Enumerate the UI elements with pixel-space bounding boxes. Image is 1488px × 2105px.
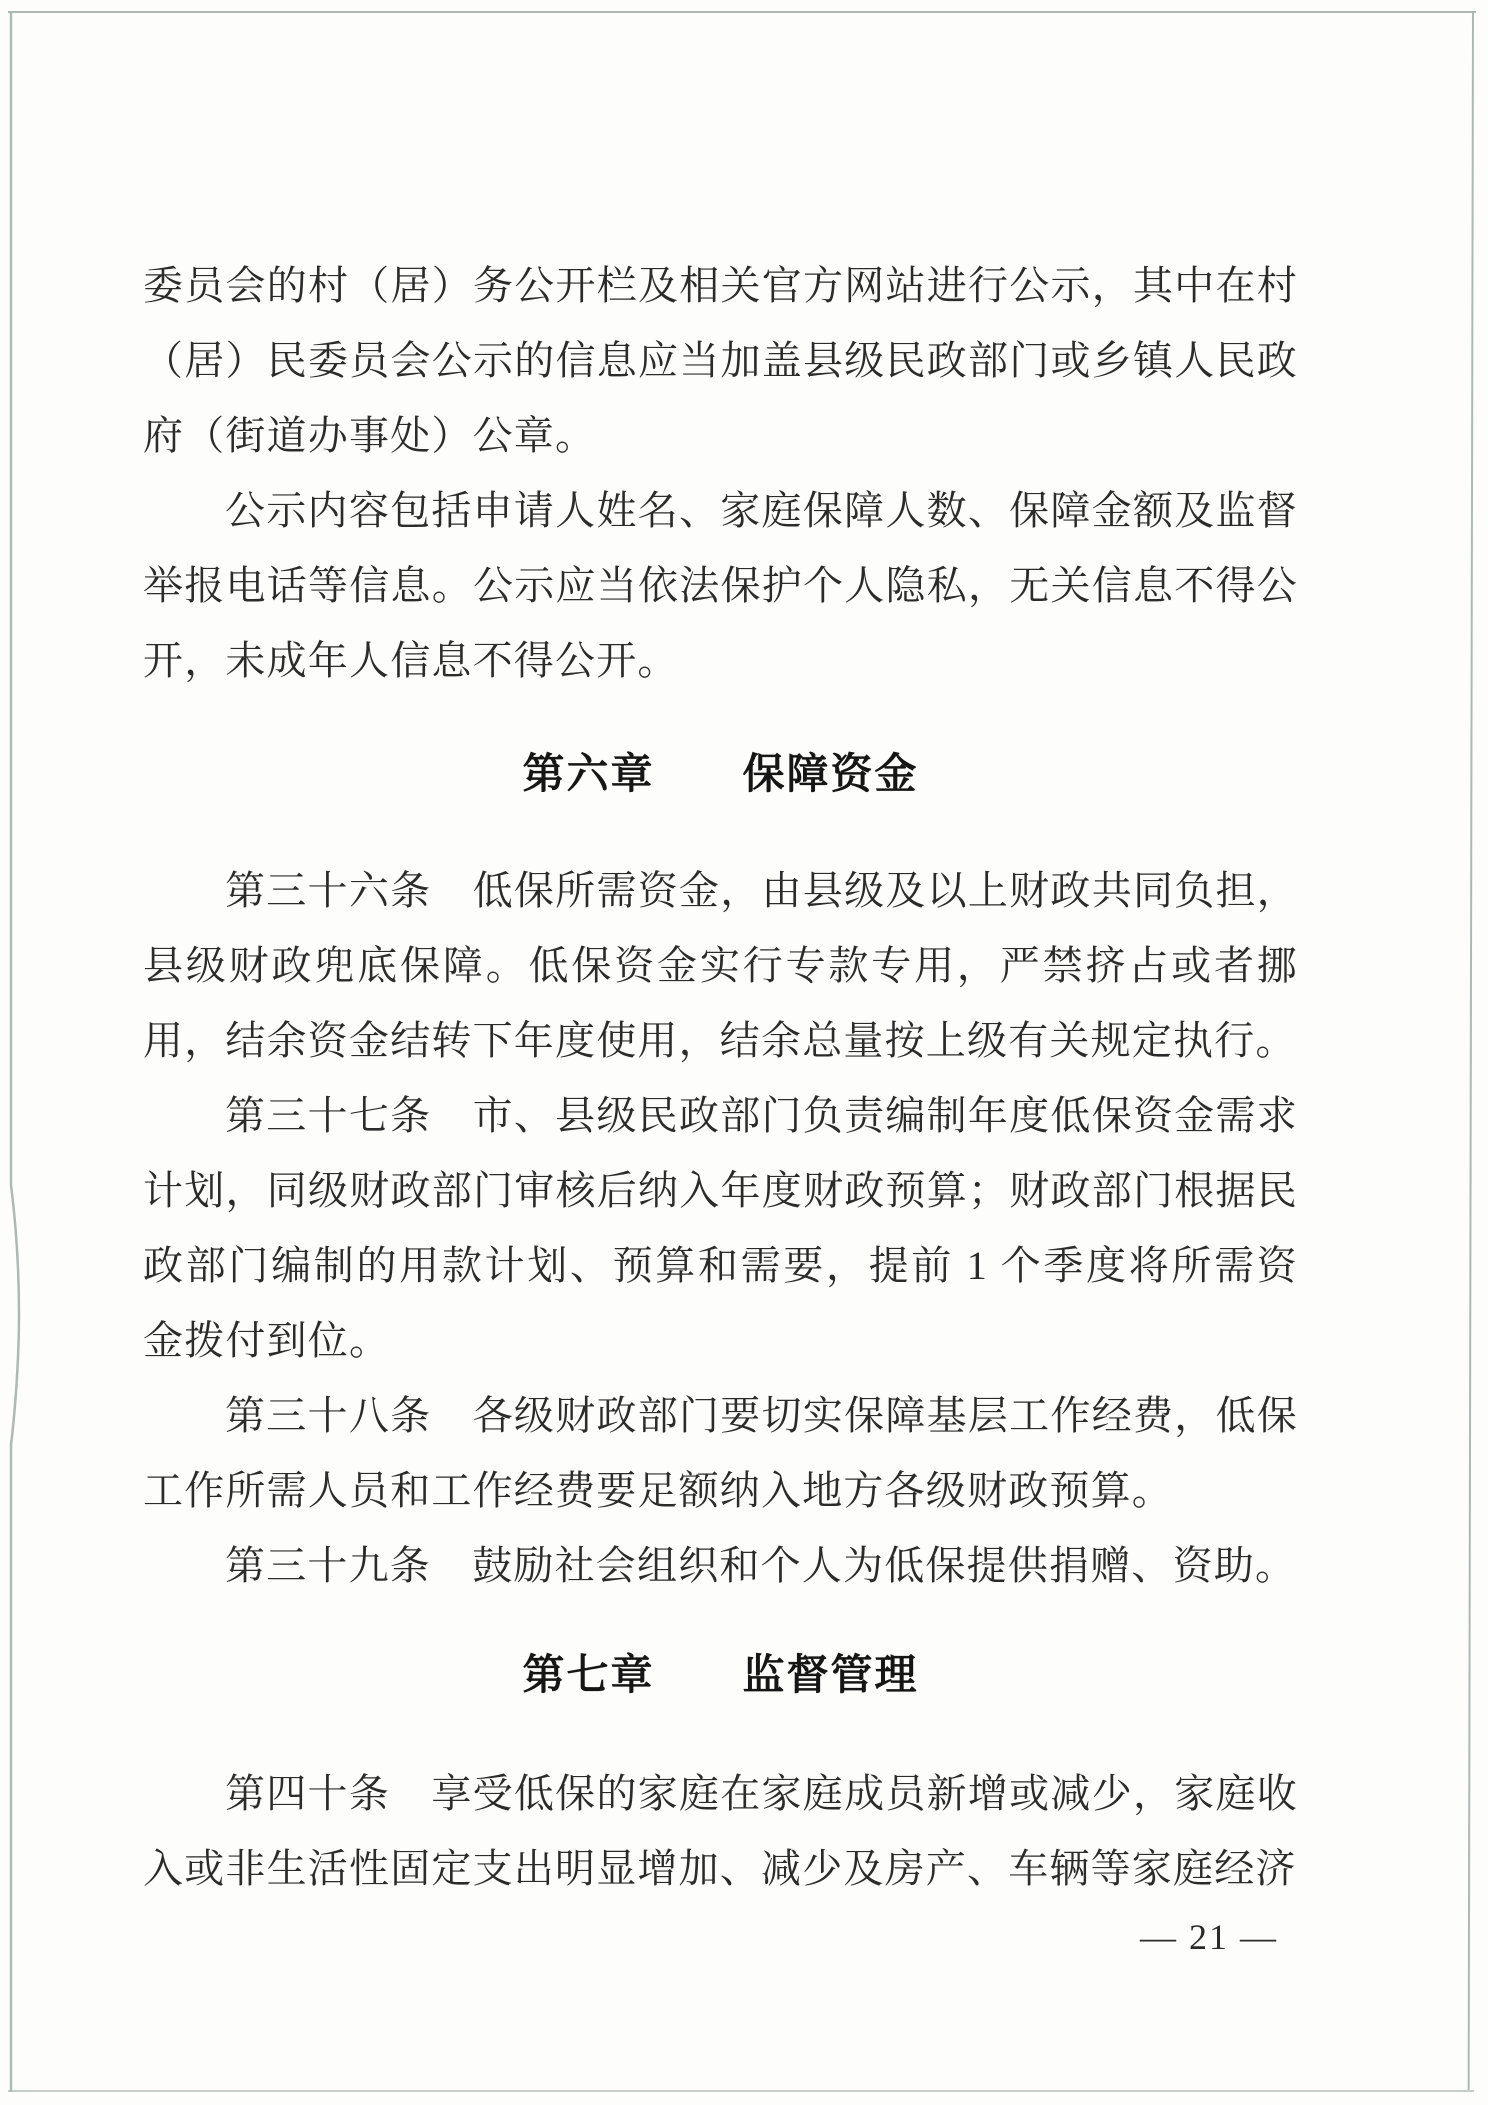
document-text-block bbox=[143, 248, 1298, 1906]
paragraph-article-39: 第三十九条 鼓励社会组织和个人为低保提供捐赠、资助。 bbox=[225, 1543, 1297, 1588]
paragraph-article-40: 第四十条 享受低保的家庭在家庭成员新增或减少，家庭收入或非生活性固定支出明显增加、减少及房产、车辆等家庭经济 bbox=[143, 1771, 1298, 1891]
chapter-heading-7: 第七章 监督管理 bbox=[522, 1651, 919, 1698]
scan-edge-left bbox=[0, 0, 26, 2105]
paragraph-publicity-columns: 委员会的村（居）务公开栏及相关官方网站进行公示，其中在村（居）民委员会公示的信息应当加盖县级民政部门或乡镇人民政府（街道办事处）公章。 bbox=[143, 263, 1298, 458]
scan-edge-right bbox=[1468, 12, 1474, 2092]
paragraph-article-38: 第三十八条 各级财政部门要切实保障基层工作经费，低保工作所需人员和工作经费要足额纳入地方各级财政预算。 bbox=[143, 1393, 1298, 1513]
scan-edge-top bbox=[8, 11, 1476, 13]
page-number: — 21 — bbox=[1140, 1917, 1278, 1957]
paragraph-article-36: 第三十六条 低保所需资金，由县级及以上财政共同负担，县级财政兜底保障。低保资金实行专款专用，严禁挤占或者挪用，结余资金结转下年度使用，结余总量按上级有关规定执行。 bbox=[143, 868, 1298, 1063]
chapter-heading-6: 第六章 保障资金 bbox=[522, 750, 919, 797]
paragraph-article-37: 第三十七条 市、县级民政部门负责编制年度低保资金需求计划，同级财政部门审核后纳入年度财政预算；财政部门根据民政部门编制的用款计划、预算和需要，提前 1 个季度将所需资金拨付到位。 bbox=[143, 1093, 1298, 1363]
paragraph-publicity-content: 公示内容包括申请人姓名、家庭保障人数、保障金额及监督举报电话等信息。公示应当依法保护个人隐私，无关信息不得公开，未成年人信息不得公开。 bbox=[143, 488, 1298, 683]
scan-edge-bottom bbox=[8, 2090, 1474, 2092]
